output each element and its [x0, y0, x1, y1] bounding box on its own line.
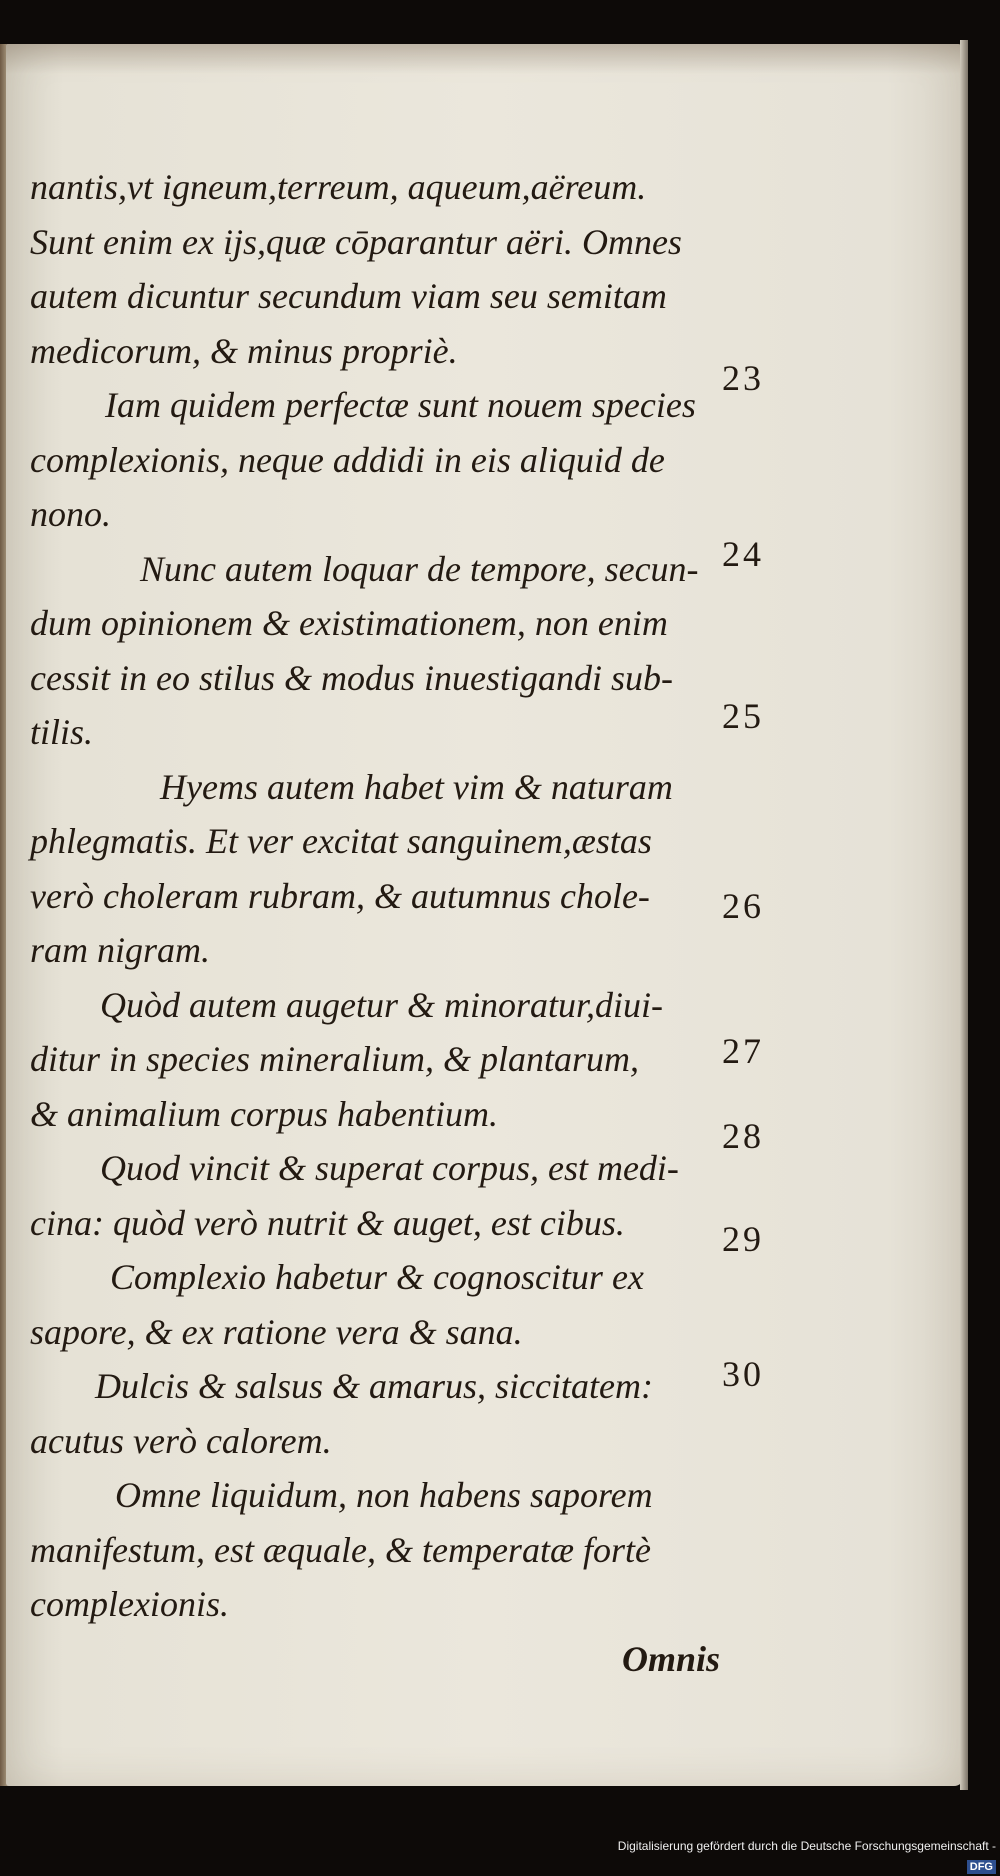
margin-number: 25: [722, 696, 764, 736]
digitization-credit: [600, 1836, 1000, 1873]
text-line: verò choleram rubram, & autumnus chole-: [30, 875, 650, 916]
text-line: Omne liquidum, non habens saporem: [115, 1475, 653, 1515]
text-line: ram nigram.: [30, 930, 211, 970]
text-line: Dulcis & salsus & amarus, siccitatem:: [95, 1366, 653, 1406]
text-line: Sunt enim ex ijs,quæ cōparantur aëri. Omnes: [30, 221, 682, 262]
margin-number: 29: [722, 1219, 764, 1259]
margin-number: 23: [722, 358, 764, 398]
text-line: autem dicuntur secundum viam seu semitam: [30, 276, 667, 316]
text-line: ditur in species mineralium, & plantarum,: [30, 1039, 639, 1079]
body-text: [30, 160, 720, 1686]
text-line: complexionis.: [30, 1584, 229, 1624]
catchword: Omnis: [621, 1638, 720, 1679]
text-line: Complexio habetur & cognoscitur ex: [110, 1257, 644, 1297]
text-line: medicorum, & minus propriè.: [30, 330, 458, 371]
text-line: nantis,vt igneum,terreum, aqueum,aëreum.: [30, 167, 647, 207]
page-right-edge: [960, 40, 968, 1790]
credit-text: Digitalisierung gefördert durch die Deutsche Forschungsgemeinschaft -: [617, 1839, 996, 1853]
margin-number: 30: [722, 1354, 764, 1394]
text-line: phlegmatis. Et ver excitat sanguinem,æstas: [30, 821, 652, 861]
text-line: complexionis, neque addidi in eis aliquid de: [30, 439, 665, 480]
margin-number: 26: [722, 886, 764, 926]
text-line: Quòd autem augetur & minoratur,diui-: [100, 984, 663, 1025]
text-line: Nunc autem loquar de tempore, secun-: [140, 548, 699, 589]
text-line: acutus verò calorem.: [30, 1420, 332, 1461]
text-line: sapore, & ex ratione vera & sana.: [30, 1311, 523, 1352]
margin-number: 24: [722, 534, 764, 574]
dfg-logo: DFG: [967, 1860, 996, 1874]
text-line: manifestum, est æquale, & temperatæ fortè: [30, 1529, 651, 1570]
text-line: dum opinionem & existimationem, non enim: [30, 603, 668, 643]
text-line: nono.: [30, 494, 111, 534]
text-line: Hyems autem habet vim & naturam: [160, 766, 673, 807]
text-line: Quod vincit & superat corpus, est medi-: [100, 1148, 679, 1188]
text-line: cessit in eo stilus & modus inuestigandi sub-: [30, 657, 673, 698]
text-line: cina: quòd verò nutrit & auget, est cibus.: [30, 1202, 625, 1243]
margin-number: 27: [722, 1031, 764, 1071]
text-line: Iam quidem perfectæ sunt nouem species: [105, 385, 696, 425]
margin-number: 28: [722, 1116, 764, 1156]
text-line: & animalium corpus habentium.: [30, 1093, 498, 1134]
text-line: tilis.: [30, 712, 94, 752]
